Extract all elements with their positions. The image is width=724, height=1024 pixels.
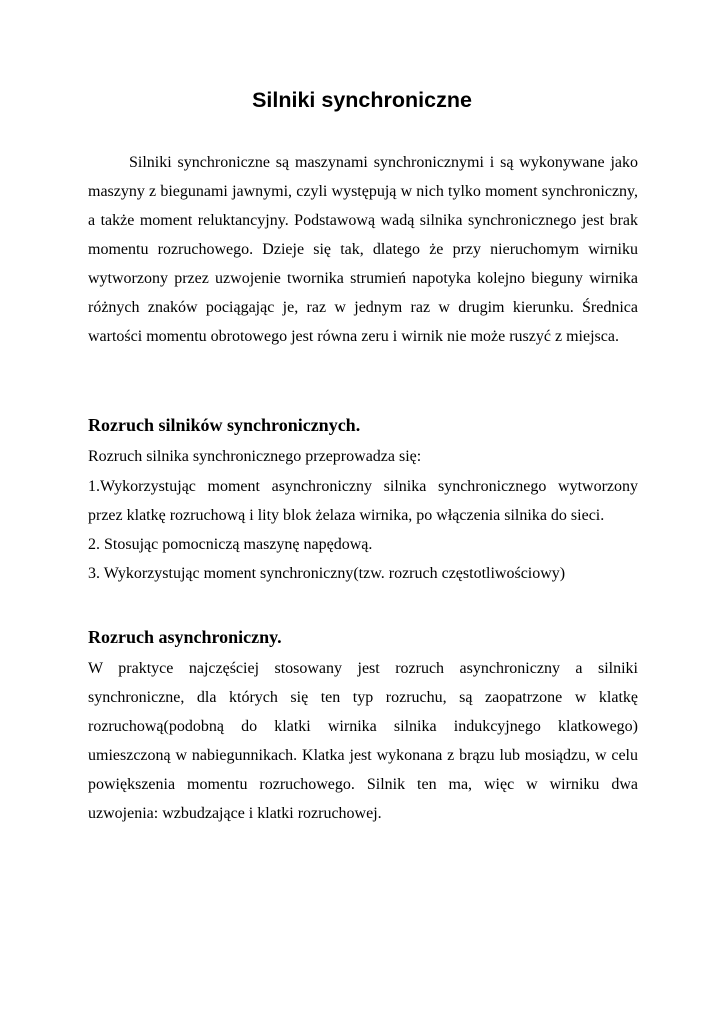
section-heading-async: Rozruch asynchroniczny. xyxy=(88,627,282,647)
section-heading-start: Rozruch silników synchronicznych. xyxy=(88,415,361,435)
page-title: Silniki synchroniczne xyxy=(252,88,472,112)
list-item: 1.Wykorzystując moment asynchroniczny silnika synchronicznego wytworzony przez klatkę rozruchową i lity blok żelaza wirnika, po włączenia silnika do sieci. xyxy=(88,478,638,524)
start-intro-text: Rozruch silnika synchronicznego przeprowadza się: xyxy=(88,448,422,465)
list-item: 2. Stosując pomocniczą maszynę napędową. xyxy=(88,536,373,553)
async-paragraph: W praktyce najczęściej stosowany jest rozruch asynchroniczny a silniki synchroniczne, dla których się ten typ rozruchu, są zaopatrzone w klatkę rozruchową(podobną do klatki wirnika silnika indukcyjnego klatkowego) umieszczoną w nabiegunnikach. Klatka jest wykonana z brązu lub mosiądzu, w celu powiększenia momentu rozruchowego. Silnik ten ma, więc w wirniku dwa uzwojenia: wzbudzające i klatki rozruchowej. xyxy=(88,660,638,822)
intro-paragraph: Silniki synchroniczne są maszynami synchronicznymi i są wykonywane jako maszyny z biegunami jawnymi, czyli występują w nich tylko moment synchroniczny, a także moment reluktancyjny. Podstawową wadą silnika synchronicznego jest brak momentu rozruchowego. Dzieje się tak, dlatego że przy nieruchomym wirniku wytworzony przez uzwojenie twornika strumień napotyka kolejno bieguny wirnika różnych znaków pociągając je, raz w jednym raz w drugim kierunku. Średnica wartości momentu obrotowego jest równa zeru i wirnik nie może ruszyć z miejsca. xyxy=(88,154,638,345)
list-item: 3. Wykorzystując moment synchroniczny(tzw. rozruch częstotliwościowy) xyxy=(88,565,566,582)
